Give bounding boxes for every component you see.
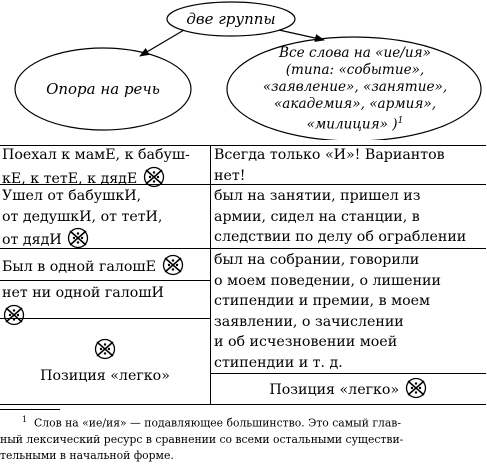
cell-line <box>0 338 210 362</box>
right-position-cell <box>211 377 486 401</box>
crossed-icon <box>93 338 117 360</box>
cell-line: и об исчезновении моей <box>214 334 398 350</box>
cell-line-text: Был в одной галошЕ <box>2 259 156 275</box>
left-cell-2 <box>2 186 208 251</box>
footnote-rule <box>0 409 60 410</box>
right-line <box>232 113 478 134</box>
footnote <box>0 412 486 464</box>
left-cell-3 <box>2 254 208 278</box>
crossed-icon <box>142 166 166 188</box>
footnote-text: Слов на «ие/ия» — подавляющее большинство. Это самый глав- <box>33 416 402 430</box>
cell-line: нет ни одной галошИ <box>2 285 164 301</box>
right-line: «академия», «армия», <box>273 96 437 112</box>
cell-line <box>2 304 208 328</box>
crossed-icon <box>161 254 185 276</box>
cell-line: Ушел от бабушкИ, <box>2 188 142 204</box>
cell-line: Поехал к мамЕ, к бабуш- <box>2 147 190 163</box>
cell-line <box>2 227 208 251</box>
right-label <box>232 45 478 134</box>
cell-line: следствии по делу об ограблении <box>214 229 467 245</box>
right-line-text: «милиция» ) <box>306 116 398 133</box>
arrow-left <box>140 30 184 56</box>
cell-line: о моем поведении, о лишении <box>214 272 441 289</box>
row-divider <box>0 280 210 281</box>
right-line: Все слова на «ие/ия» <box>279 45 431 61</box>
left-position-cell <box>0 338 210 386</box>
footnote-line: ный лексический ресурс в сравнении со всеми остальными существи- <box>0 432 404 446</box>
cell-line: был на занятии, пришел из <box>214 188 421 204</box>
crossed-icon <box>66 227 90 249</box>
right-line: «заявление», «занятие», <box>262 79 448 95</box>
top-label: две группы <box>186 10 276 28</box>
footnote-number: 1 <box>22 415 28 424</box>
right-line: (типа: «событие», <box>285 62 425 78</box>
comparison-table <box>0 145 486 405</box>
right-cell-3 <box>214 250 486 373</box>
right-cell-2 <box>214 186 486 248</box>
crossed-icon <box>404 377 428 399</box>
cell-line: стипендии и премии, в моем <box>214 293 431 309</box>
cell-line: от дедушкИ, от тетИ, <box>2 208 163 225</box>
cell-line: стипендии и т. д. <box>214 354 343 371</box>
footnote-line: тельными в начальной форме. <box>0 448 174 462</box>
cell-line: был на собрании, говорили <box>214 252 420 268</box>
position-label: Позиция «легко» <box>269 382 400 398</box>
left-cell-1 <box>2 145 208 189</box>
right-cell-1 <box>214 145 486 186</box>
left-label: Опора на речь <box>46 80 160 98</box>
footnote-mark: 1 <box>397 116 404 126</box>
left-cell-4 <box>2 283 208 327</box>
footnote-line <box>0 412 486 432</box>
cell-line-text: кЕ, к тетЕ, к дядЕ <box>2 170 138 187</box>
position-label: Позиция «легко» <box>40 367 170 384</box>
cell-line-text: от дядИ <box>2 232 62 248</box>
cell-line: армии, сидел на станции, в <box>214 208 420 225</box>
row-divider <box>210 373 486 374</box>
crossed-icon <box>2 304 26 326</box>
cell-line: Всегда только «И»! Вариантов <box>214 147 445 163</box>
arrow-right <box>279 30 324 40</box>
cell-line: заявлении, о зачислении <box>214 313 404 330</box>
cell-line: нет! <box>214 167 246 184</box>
